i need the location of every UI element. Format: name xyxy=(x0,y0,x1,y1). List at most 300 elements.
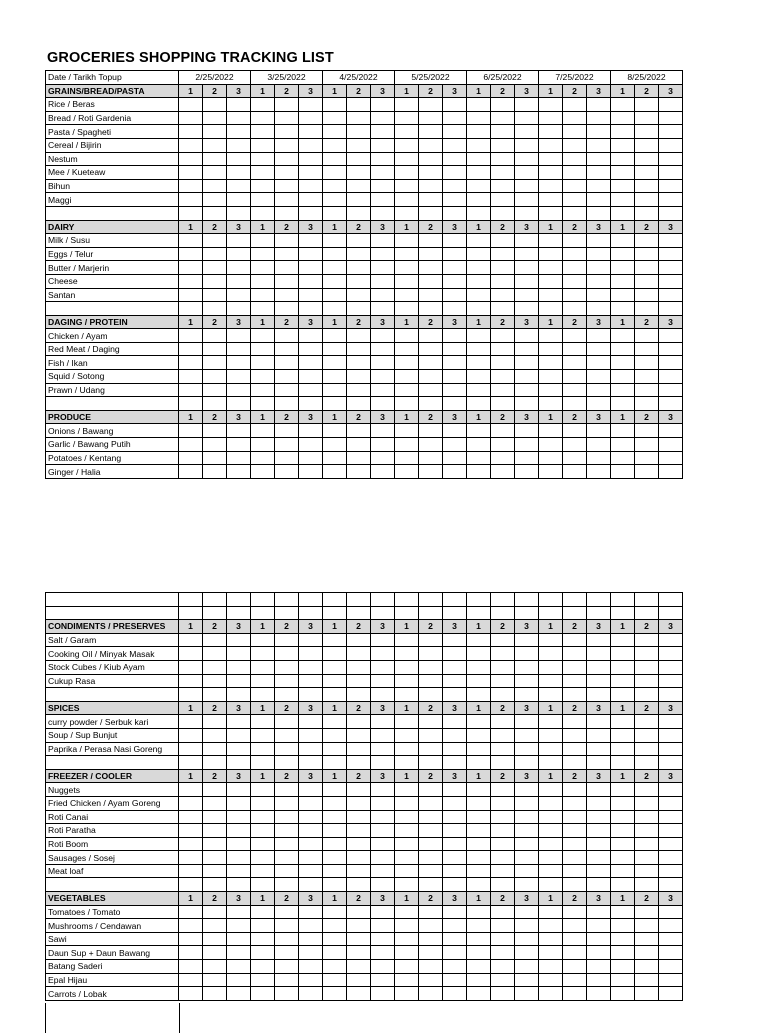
check-cell[interactable] xyxy=(275,302,299,316)
check-cell[interactable] xyxy=(491,274,515,288)
check-cell[interactable] xyxy=(395,606,419,620)
check-cell[interactable] xyxy=(227,397,251,411)
check-cell[interactable] xyxy=(203,633,227,647)
check-cell[interactable] xyxy=(179,973,203,987)
check-cell[interactable] xyxy=(371,878,395,892)
check-cell[interactable] xyxy=(539,274,563,288)
check-cell[interactable] xyxy=(611,329,635,343)
check-cell[interactable] xyxy=(587,878,611,892)
check-cell[interactable] xyxy=(659,370,683,384)
check-cell[interactable] xyxy=(419,824,443,838)
check-cell[interactable] xyxy=(275,465,299,479)
check-cell[interactable] xyxy=(251,206,275,220)
check-cell[interactable] xyxy=(323,451,347,465)
check-cell[interactable] xyxy=(635,397,659,411)
check-cell[interactable] xyxy=(203,424,227,438)
check-cell[interactable] xyxy=(491,660,515,674)
check-cell[interactable] xyxy=(635,728,659,742)
check-cell[interactable] xyxy=(179,247,203,261)
check-cell[interactable] xyxy=(323,179,347,193)
check-cell[interactable] xyxy=(635,424,659,438)
check-cell[interactable] xyxy=(371,247,395,261)
check-cell[interactable] xyxy=(179,383,203,397)
check-cell[interactable] xyxy=(611,715,635,729)
check-cell[interactable] xyxy=(659,451,683,465)
check-cell[interactable] xyxy=(587,660,611,674)
check-cell[interactable] xyxy=(659,633,683,647)
check-cell[interactable] xyxy=(371,125,395,139)
check-cell[interactable] xyxy=(395,796,419,810)
check-cell[interactable] xyxy=(515,783,539,797)
check-cell[interactable] xyxy=(395,274,419,288)
check-cell[interactable] xyxy=(467,593,491,607)
check-cell[interactable] xyxy=(395,424,419,438)
check-cell[interactable] xyxy=(587,864,611,878)
check-cell[interactable] xyxy=(395,715,419,729)
check-cell[interactable] xyxy=(227,451,251,465)
check-cell[interactable] xyxy=(395,138,419,152)
check-cell[interactable] xyxy=(371,633,395,647)
check-cell[interactable] xyxy=(371,674,395,688)
check-cell[interactable] xyxy=(587,593,611,607)
check-cell[interactable] xyxy=(275,438,299,452)
check-cell[interactable] xyxy=(347,329,371,343)
check-cell[interactable] xyxy=(275,851,299,865)
check-cell[interactable] xyxy=(371,960,395,974)
check-cell[interactable] xyxy=(515,234,539,248)
check-cell[interactable] xyxy=(419,125,443,139)
check-cell[interactable] xyxy=(203,674,227,688)
check-cell[interactable] xyxy=(203,438,227,452)
check-cell[interactable] xyxy=(635,193,659,207)
check-cell[interactable] xyxy=(419,633,443,647)
check-cell[interactable] xyxy=(539,606,563,620)
check-cell[interactable] xyxy=(659,851,683,865)
check-cell[interactable] xyxy=(179,796,203,810)
check-cell[interactable] xyxy=(299,946,323,960)
check-cell[interactable] xyxy=(299,919,323,933)
check-cell[interactable] xyxy=(347,438,371,452)
check-cell[interactable] xyxy=(635,166,659,180)
check-cell[interactable] xyxy=(371,383,395,397)
check-cell[interactable] xyxy=(179,756,203,770)
check-cell[interactable] xyxy=(227,370,251,384)
check-cell[interactable] xyxy=(251,451,275,465)
check-cell[interactable] xyxy=(563,824,587,838)
check-cell[interactable] xyxy=(419,261,443,275)
check-cell[interactable] xyxy=(371,451,395,465)
check-cell[interactable] xyxy=(443,946,467,960)
check-cell[interactable] xyxy=(587,688,611,702)
check-cell[interactable] xyxy=(467,288,491,302)
check-cell[interactable] xyxy=(443,234,467,248)
check-cell[interactable] xyxy=(371,851,395,865)
check-cell[interactable] xyxy=(611,864,635,878)
check-cell[interactable] xyxy=(611,932,635,946)
check-cell[interactable] xyxy=(611,728,635,742)
check-cell[interactable] xyxy=(491,342,515,356)
check-cell[interactable] xyxy=(539,438,563,452)
check-cell[interactable] xyxy=(179,919,203,933)
check-cell[interactable] xyxy=(179,688,203,702)
check-cell[interactable] xyxy=(611,674,635,688)
check-cell[interactable] xyxy=(419,796,443,810)
check-cell[interactable] xyxy=(299,111,323,125)
check-cell[interactable] xyxy=(275,674,299,688)
check-cell[interactable] xyxy=(203,960,227,974)
check-cell[interactable] xyxy=(587,728,611,742)
check-cell[interactable] xyxy=(419,370,443,384)
check-cell[interactable] xyxy=(443,342,467,356)
check-cell[interactable] xyxy=(227,715,251,729)
check-cell[interactable] xyxy=(323,370,347,384)
check-cell[interactable] xyxy=(323,342,347,356)
check-cell[interactable] xyxy=(491,383,515,397)
check-cell[interactable] xyxy=(299,342,323,356)
check-cell[interactable] xyxy=(515,905,539,919)
check-cell[interactable] xyxy=(299,383,323,397)
check-cell[interactable] xyxy=(539,715,563,729)
check-cell[interactable] xyxy=(299,987,323,1001)
check-cell[interactable] xyxy=(515,824,539,838)
check-cell[interactable] xyxy=(443,193,467,207)
check-cell[interactable] xyxy=(419,851,443,865)
check-cell[interactable] xyxy=(611,960,635,974)
check-cell[interactable] xyxy=(203,905,227,919)
check-cell[interactable] xyxy=(659,166,683,180)
check-cell[interactable] xyxy=(587,796,611,810)
check-cell[interactable] xyxy=(659,342,683,356)
check-cell[interactable] xyxy=(323,383,347,397)
check-cell[interactable] xyxy=(323,824,347,838)
check-cell[interactable] xyxy=(563,987,587,1001)
check-cell[interactable] xyxy=(347,878,371,892)
check-cell[interactable] xyxy=(515,302,539,316)
check-cell[interactable] xyxy=(275,206,299,220)
check-cell[interactable] xyxy=(251,810,275,824)
check-cell[interactable] xyxy=(635,946,659,960)
check-cell[interactable] xyxy=(611,152,635,166)
check-cell[interactable] xyxy=(419,179,443,193)
check-cell[interactable] xyxy=(539,647,563,661)
check-cell[interactable] xyxy=(227,356,251,370)
check-cell[interactable] xyxy=(227,810,251,824)
check-cell[interactable] xyxy=(611,179,635,193)
check-cell[interactable] xyxy=(539,946,563,960)
check-cell[interactable] xyxy=(467,206,491,220)
check-cell[interactable] xyxy=(659,424,683,438)
check-cell[interactable] xyxy=(371,465,395,479)
check-cell[interactable] xyxy=(443,878,467,892)
check-cell[interactable] xyxy=(203,329,227,343)
check-cell[interactable] xyxy=(515,438,539,452)
check-cell[interactable] xyxy=(347,674,371,688)
check-cell[interactable] xyxy=(179,397,203,411)
check-cell[interactable] xyxy=(611,851,635,865)
check-cell[interactable] xyxy=(467,302,491,316)
check-cell[interactable] xyxy=(371,606,395,620)
check-cell[interactable] xyxy=(659,647,683,661)
check-cell[interactable] xyxy=(659,987,683,1001)
check-cell[interactable] xyxy=(491,878,515,892)
check-cell[interactable] xyxy=(611,451,635,465)
check-cell[interactable] xyxy=(539,919,563,933)
check-cell[interactable] xyxy=(419,742,443,756)
check-cell[interactable] xyxy=(347,342,371,356)
check-cell[interactable] xyxy=(203,193,227,207)
check-cell[interactable] xyxy=(227,688,251,702)
check-cell[interactable] xyxy=(563,288,587,302)
check-cell[interactable] xyxy=(395,329,419,343)
check-cell[interactable] xyxy=(323,261,347,275)
check-cell[interactable] xyxy=(635,742,659,756)
check-cell[interactable] xyxy=(179,166,203,180)
check-cell[interactable] xyxy=(611,824,635,838)
check-cell[interactable] xyxy=(203,932,227,946)
check-cell[interactable] xyxy=(275,111,299,125)
check-cell[interactable] xyxy=(635,179,659,193)
check-cell[interactable] xyxy=(611,987,635,1001)
check-cell[interactable] xyxy=(299,878,323,892)
check-cell[interactable] xyxy=(659,756,683,770)
check-cell[interactable] xyxy=(371,660,395,674)
check-cell[interactable] xyxy=(611,342,635,356)
check-cell[interactable] xyxy=(395,261,419,275)
check-cell[interactable] xyxy=(323,728,347,742)
check-cell[interactable] xyxy=(611,424,635,438)
check-cell[interactable] xyxy=(587,946,611,960)
check-cell[interactable] xyxy=(179,179,203,193)
check-cell[interactable] xyxy=(251,152,275,166)
check-cell[interactable] xyxy=(563,179,587,193)
check-cell[interactable] xyxy=(467,864,491,878)
check-cell[interactable] xyxy=(203,987,227,1001)
check-cell[interactable] xyxy=(419,960,443,974)
check-cell[interactable] xyxy=(659,905,683,919)
check-cell[interactable] xyxy=(539,356,563,370)
check-cell[interactable] xyxy=(443,796,467,810)
check-cell[interactable] xyxy=(395,837,419,851)
check-cell[interactable] xyxy=(491,138,515,152)
check-cell[interactable] xyxy=(515,383,539,397)
check-cell[interactable] xyxy=(587,905,611,919)
check-cell[interactable] xyxy=(371,593,395,607)
check-cell[interactable] xyxy=(587,288,611,302)
check-cell[interactable] xyxy=(203,247,227,261)
check-cell[interactable] xyxy=(179,206,203,220)
check-cell[interactable] xyxy=(443,932,467,946)
check-cell[interactable] xyxy=(395,179,419,193)
check-cell[interactable] xyxy=(347,973,371,987)
check-cell[interactable] xyxy=(515,274,539,288)
check-cell[interactable] xyxy=(587,451,611,465)
check-cell[interactable] xyxy=(659,973,683,987)
check-cell[interactable] xyxy=(275,397,299,411)
check-cell[interactable] xyxy=(419,234,443,248)
check-cell[interactable] xyxy=(419,206,443,220)
check-cell[interactable] xyxy=(587,973,611,987)
check-cell[interactable] xyxy=(251,342,275,356)
check-cell[interactable] xyxy=(515,606,539,620)
check-cell[interactable] xyxy=(347,451,371,465)
check-cell[interactable] xyxy=(635,824,659,838)
check-cell[interactable] xyxy=(611,606,635,620)
check-cell[interactable] xyxy=(563,397,587,411)
check-cell[interactable] xyxy=(515,864,539,878)
check-cell[interactable] xyxy=(347,465,371,479)
check-cell[interactable] xyxy=(539,960,563,974)
check-cell[interactable] xyxy=(611,356,635,370)
check-cell[interactable] xyxy=(539,837,563,851)
check-cell[interactable] xyxy=(587,111,611,125)
check-cell[interactable] xyxy=(659,138,683,152)
check-cell[interactable] xyxy=(635,288,659,302)
check-cell[interactable] xyxy=(347,810,371,824)
check-cell[interactable] xyxy=(443,973,467,987)
check-cell[interactable] xyxy=(251,633,275,647)
check-cell[interactable] xyxy=(539,864,563,878)
check-cell[interactable] xyxy=(563,342,587,356)
check-cell[interactable] xyxy=(371,932,395,946)
check-cell[interactable] xyxy=(299,606,323,620)
check-cell[interactable] xyxy=(347,647,371,661)
check-cell[interactable] xyxy=(347,851,371,865)
check-cell[interactable] xyxy=(347,247,371,261)
check-cell[interactable] xyxy=(467,342,491,356)
check-cell[interactable] xyxy=(587,397,611,411)
check-cell[interactable] xyxy=(419,288,443,302)
check-cell[interactable] xyxy=(611,288,635,302)
check-cell[interactable] xyxy=(275,424,299,438)
check-cell[interactable] xyxy=(371,179,395,193)
check-cell[interactable] xyxy=(347,728,371,742)
check-cell[interactable] xyxy=(275,660,299,674)
check-cell[interactable] xyxy=(611,946,635,960)
check-cell[interactable] xyxy=(467,688,491,702)
check-cell[interactable] xyxy=(299,973,323,987)
check-cell[interactable] xyxy=(467,660,491,674)
check-cell[interactable] xyxy=(419,606,443,620)
check-cell[interactable] xyxy=(275,932,299,946)
check-cell[interactable] xyxy=(539,206,563,220)
check-cell[interactable] xyxy=(491,987,515,1001)
check-cell[interactable] xyxy=(179,261,203,275)
check-cell[interactable] xyxy=(299,905,323,919)
check-cell[interactable] xyxy=(299,206,323,220)
check-cell[interactable] xyxy=(491,465,515,479)
check-cell[interactable] xyxy=(635,960,659,974)
check-cell[interactable] xyxy=(515,647,539,661)
check-cell[interactable] xyxy=(179,837,203,851)
check-cell[interactable] xyxy=(299,438,323,452)
check-cell[interactable] xyxy=(515,179,539,193)
check-cell[interactable] xyxy=(539,125,563,139)
check-cell[interactable] xyxy=(563,234,587,248)
check-cell[interactable] xyxy=(659,302,683,316)
check-cell[interactable] xyxy=(611,633,635,647)
check-cell[interactable] xyxy=(563,247,587,261)
check-cell[interactable] xyxy=(251,647,275,661)
check-cell[interactable] xyxy=(371,261,395,275)
check-cell[interactable] xyxy=(659,660,683,674)
check-cell[interactable] xyxy=(179,960,203,974)
check-cell[interactable] xyxy=(491,288,515,302)
check-cell[interactable] xyxy=(275,193,299,207)
check-cell[interactable] xyxy=(347,206,371,220)
check-cell[interactable] xyxy=(203,660,227,674)
check-cell[interactable] xyxy=(635,660,659,674)
check-cell[interactable] xyxy=(419,356,443,370)
check-cell[interactable] xyxy=(179,370,203,384)
check-cell[interactable] xyxy=(563,810,587,824)
check-cell[interactable] xyxy=(251,905,275,919)
check-cell[interactable] xyxy=(587,715,611,729)
check-cell[interactable] xyxy=(179,451,203,465)
check-cell[interactable] xyxy=(299,397,323,411)
check-cell[interactable] xyxy=(227,206,251,220)
check-cell[interactable] xyxy=(611,274,635,288)
check-cell[interactable] xyxy=(539,728,563,742)
check-cell[interactable] xyxy=(515,247,539,261)
check-cell[interactable] xyxy=(251,837,275,851)
check-cell[interactable] xyxy=(491,247,515,261)
check-cell[interactable] xyxy=(251,878,275,892)
check-cell[interactable] xyxy=(419,878,443,892)
check-cell[interactable] xyxy=(563,166,587,180)
check-cell[interactable] xyxy=(491,329,515,343)
check-cell[interactable] xyxy=(611,593,635,607)
check-cell[interactable] xyxy=(323,796,347,810)
check-cell[interactable] xyxy=(563,370,587,384)
check-cell[interactable] xyxy=(419,383,443,397)
check-cell[interactable] xyxy=(635,247,659,261)
check-cell[interactable] xyxy=(395,288,419,302)
check-cell[interactable] xyxy=(443,274,467,288)
check-cell[interactable] xyxy=(299,465,323,479)
check-cell[interactable] xyxy=(659,960,683,974)
check-cell[interactable] xyxy=(467,247,491,261)
check-cell[interactable] xyxy=(275,138,299,152)
check-cell[interactable] xyxy=(299,370,323,384)
check-cell[interactable] xyxy=(275,878,299,892)
check-cell[interactable] xyxy=(659,742,683,756)
check-cell[interactable] xyxy=(419,919,443,933)
check-cell[interactable] xyxy=(491,715,515,729)
check-cell[interactable] xyxy=(299,932,323,946)
check-cell[interactable] xyxy=(347,633,371,647)
check-cell[interactable] xyxy=(659,288,683,302)
check-cell[interactable] xyxy=(491,193,515,207)
check-cell[interactable] xyxy=(179,356,203,370)
check-cell[interactable] xyxy=(275,919,299,933)
check-cell[interactable] xyxy=(299,742,323,756)
check-cell[interactable] xyxy=(635,152,659,166)
check-cell[interactable] xyxy=(491,593,515,607)
check-cell[interactable] xyxy=(635,756,659,770)
check-cell[interactable] xyxy=(395,193,419,207)
check-cell[interactable] xyxy=(659,919,683,933)
check-cell[interactable] xyxy=(227,932,251,946)
check-cell[interactable] xyxy=(491,810,515,824)
check-cell[interactable] xyxy=(539,660,563,674)
check-cell[interactable] xyxy=(587,302,611,316)
check-cell[interactable] xyxy=(251,796,275,810)
check-cell[interactable] xyxy=(635,370,659,384)
check-cell[interactable] xyxy=(587,274,611,288)
check-cell[interactable] xyxy=(395,438,419,452)
check-cell[interactable] xyxy=(611,397,635,411)
check-cell[interactable] xyxy=(251,438,275,452)
